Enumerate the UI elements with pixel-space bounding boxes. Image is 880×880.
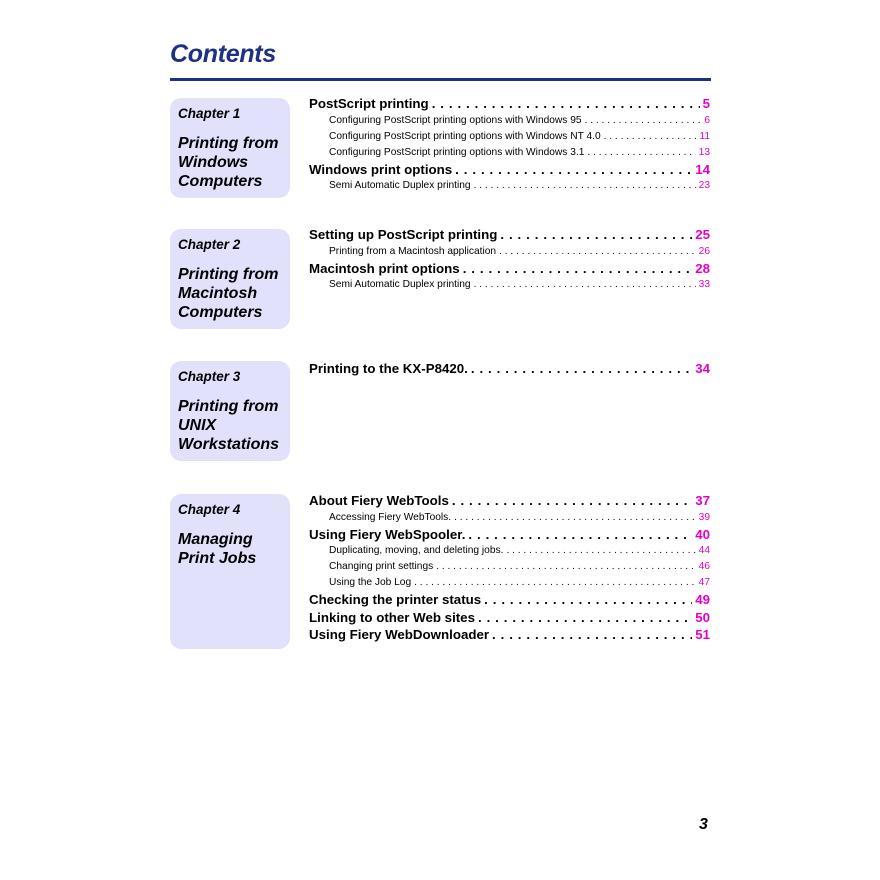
chapter-4-toc	[309, 492, 710, 644]
toc-leader-dots	[436, 559, 695, 575]
toc-leader-dots	[455, 161, 692, 179]
toc-entry[interactable]	[309, 609, 710, 627]
toc-page-link[interactable]: 6	[704, 114, 710, 126]
toc-entry[interactable]	[309, 178, 710, 194]
toc-page-link[interactable]: 13	[698, 146, 710, 158]
toc-page-link[interactable]: 44	[698, 545, 710, 556]
chapter-2-title	[178, 265, 282, 322]
chapter-1-title-line: Printing from	[178, 135, 279, 152]
toc-page-link[interactable]: 28	[695, 260, 710, 276]
toc-page-link[interactable]: 40	[695, 526, 710, 542]
toc-leader-dots	[474, 178, 696, 194]
toc-entry-text: Duplicating, moving, and deleting jobs.	[329, 545, 504, 556]
toc-entry-text: Printing from a Macintosh application	[329, 245, 497, 257]
chapter-3-toc	[309, 360, 710, 378]
chapter-3-title-line: Printing from	[178, 398, 279, 415]
toc-page-link[interactable]: 11	[699, 130, 710, 142]
toc-page-link[interactable]: 37	[695, 493, 710, 508]
toc-page-link[interactable]: 51	[695, 627, 710, 642]
toc-entry[interactable]	[309, 543, 710, 559]
chapter-2-title-line: Computers	[178, 304, 263, 321]
chapter-4-title-line: Print Jobs	[178, 550, 257, 567]
toc-entry[interactable]	[309, 95, 710, 113]
toc-leader-dots	[506, 543, 695, 559]
toc-page-link[interactable]: 46	[698, 561, 710, 572]
toc-page-link[interactable]: 47	[698, 577, 710, 588]
toc-entry[interactable]	[309, 575, 710, 591]
toc-entry[interactable]	[309, 526, 710, 544]
chapter-2-title-line: Printing from	[178, 266, 279, 283]
toc-entry-text: Changing print settings	[329, 561, 434, 572]
toc-entry-text: Configuring PostScript printing options with Windows NT 4.0	[329, 130, 601, 142]
toc-leader-dots	[414, 575, 696, 591]
toc-entry-text: Macintosh print options	[309, 260, 460, 276]
page-title: Contents	[170, 40, 276, 68]
chapter-4-title-line: Managing	[178, 531, 253, 548]
toc-entry-text: About Fiery WebTools	[309, 493, 449, 508]
toc-entry[interactable]	[309, 591, 710, 609]
toc-entry[interactable]	[309, 226, 710, 244]
toc-leader-dots	[478, 609, 692, 627]
toc-leader-dots	[585, 113, 702, 129]
toc-entry-text: Semi Automatic Duplex printing	[329, 180, 471, 191]
toc-entry[interactable]	[309, 492, 710, 510]
toc-entry[interactable]	[309, 244, 710, 260]
toc-leader-dots	[587, 145, 695, 161]
title-divider	[170, 78, 711, 81]
chapter-3-title	[178, 397, 282, 454]
chapter-1-title-line: Computers	[178, 173, 263, 190]
chapter-3-label: Chapter 3	[178, 369, 241, 384]
toc-page-link[interactable]: 50	[695, 609, 710, 625]
chapter-1-label: Chapter 1	[178, 106, 241, 121]
toc-leader-dots	[484, 591, 692, 609]
toc-entry-text: Using Fiery WebSpooler.	[309, 526, 466, 542]
chapter-1-title	[178, 134, 282, 191]
toc-leader-dots	[492, 626, 692, 644]
toc-entry[interactable]	[309, 145, 710, 161]
toc-entry[interactable]	[309, 510, 710, 526]
toc-entry-text: PostScript printing	[309, 96, 429, 111]
chapter-2-label: Chapter 2	[178, 237, 241, 252]
toc-entry-text: Semi Automatic Duplex printing	[329, 279, 471, 290]
toc-entry-text: Configuring PostScript printing options with Windows 3.1	[329, 146, 585, 158]
toc-entry[interactable]	[309, 277, 710, 293]
toc-entry[interactable]	[309, 129, 710, 145]
toc-entry-text: Using Fiery WebDownloader	[309, 627, 490, 642]
toc-leader-dots	[604, 129, 697, 145]
chapter-2-title-line: Macintosh	[178, 285, 258, 302]
toc-leader-dots	[474, 277, 696, 293]
chapter-4-title	[178, 530, 282, 568]
toc-entry[interactable]	[309, 260, 710, 278]
toc-page-link[interactable]: 33	[698, 279, 710, 290]
toc-entry-text: Using the Job Log	[329, 577, 412, 588]
toc-leader-dots	[500, 226, 692, 244]
chapter-4-label: Chapter 4	[178, 502, 241, 517]
toc-leader-dots	[432, 95, 700, 113]
chapter-2-toc	[309, 226, 710, 293]
toc-entry[interactable]	[309, 559, 710, 575]
chapter-1-box	[170, 98, 290, 198]
toc-entry-text: Configuring PostScript printing options with Windows 95	[329, 114, 582, 126]
toc-entry[interactable]	[309, 161, 710, 179]
toc-entry-text: Setting up PostScript printing	[309, 227, 498, 242]
toc-entry[interactable]	[309, 626, 710, 644]
toc-page-link[interactable]: 14	[695, 161, 710, 177]
toc-leader-dots	[471, 360, 692, 378]
toc-leader-dots	[454, 510, 696, 526]
toc-entry-text: Printing to the KX-P8420.	[309, 361, 468, 376]
toc-page-link[interactable]: 39	[698, 511, 710, 523]
chapter-3-title-line: UNIX	[178, 417, 217, 434]
chapter-1-title-line: Windows	[178, 154, 249, 171]
toc-leader-dots	[463, 260, 693, 278]
toc-entry-text: Windows print options	[309, 161, 453, 177]
toc-entry[interactable]	[309, 360, 710, 378]
toc-page-link[interactable]: 49	[695, 592, 710, 607]
toc-leader-dots	[499, 244, 696, 260]
page-number: 3	[699, 816, 708, 833]
chapter-3-title-line: Workstations	[178, 436, 280, 453]
toc-entry-text: Linking to other Web sites	[309, 609, 475, 625]
chapter-1-toc	[309, 95, 710, 194]
toc-leader-dots	[468, 526, 692, 544]
toc-page-link[interactable]: 23	[698, 180, 710, 191]
toc-page-link[interactable]: 34	[695, 361, 710, 376]
chapter-4-box	[170, 494, 290, 649]
chapter-3-box	[170, 361, 290, 461]
toc-entry-text: Checking the printer status	[309, 592, 482, 607]
toc-page-link[interactable]: 26	[698, 245, 710, 257]
toc-page-link[interactable]: 25	[695, 227, 710, 242]
toc-entry-text: Accessing Fiery WebTools.	[329, 511, 452, 523]
toc-page-link[interactable]: 5	[702, 96, 710, 111]
toc-entry[interactable]	[309, 113, 710, 129]
toc-leader-dots	[452, 492, 692, 510]
chapter-2-box	[170, 229, 290, 329]
